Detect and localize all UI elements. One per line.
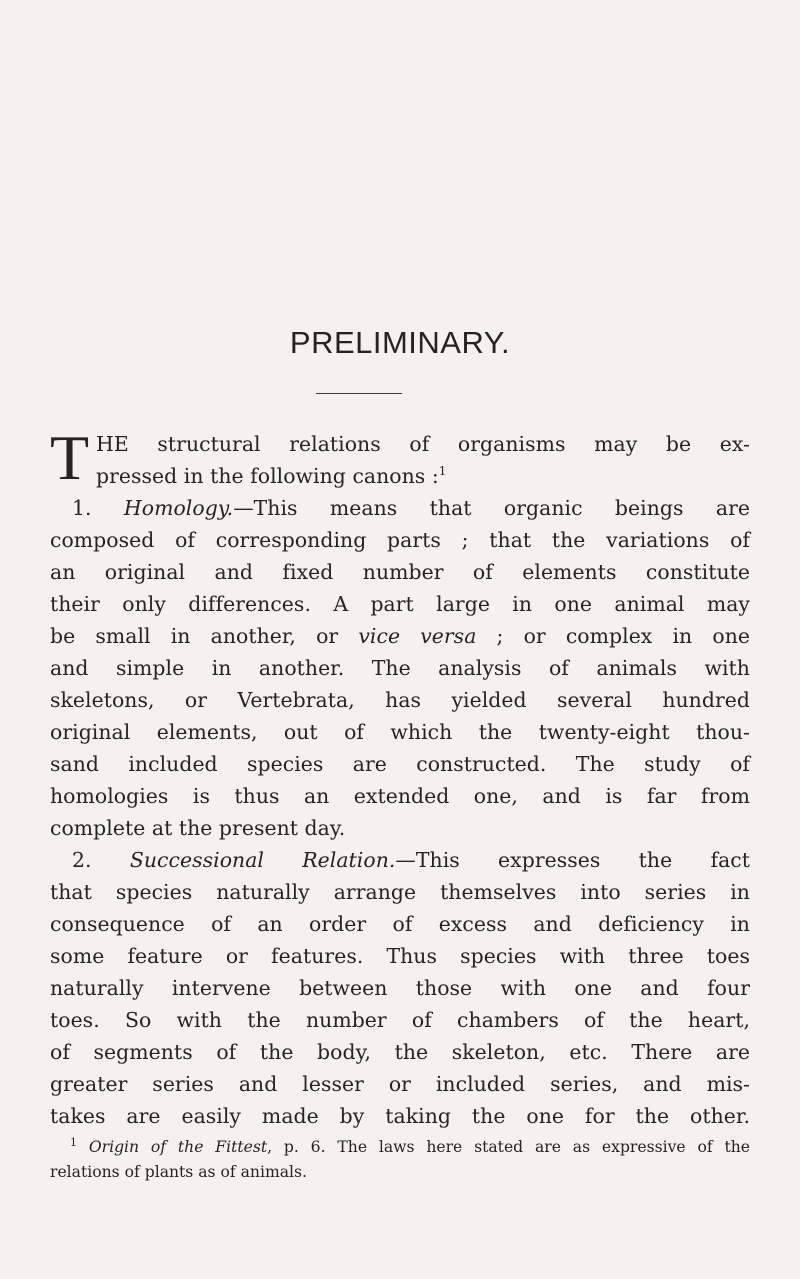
text-line: complete at the present day. [50, 816, 346, 840]
text-line: naturally intervene between those with one and four [50, 976, 750, 1000]
text-line: greater series and lesser or included series, and mis- [50, 1072, 750, 1096]
footnote-marker: 1 [438, 464, 447, 479]
text-line: some feature or features. Thus species with three toes [50, 944, 750, 968]
text-line: consequence of an order of excess and deficiency in [50, 912, 750, 936]
text-line: pressed in the following canons :$^1$ [96, 464, 447, 488]
footnote-title: Origin of the Fittest [88, 1138, 268, 1156]
text-line: that species naturally arrange themselves into series in [50, 880, 750, 904]
text-line: their only differences. A part large in one animal may [50, 592, 750, 616]
page-heading: PRELIMINARY. [289, 325, 511, 360]
footnote-line: $^1$ Origin of the Fittest, p. 6. The laws here stated are as expressive of the [70, 1135, 750, 1156]
heading-rule [316, 393, 402, 394]
body-text [50, 422, 750, 1132]
footnotes [50, 1135, 750, 1185]
text-line: composed of corresponding parts ; that the variations of [50, 528, 750, 552]
text-line: and simple in another. The analysis of animals with [50, 656, 750, 680]
text-line: be small in another, or vice versa ; or complex in one [50, 624, 750, 648]
drop-cap: T [50, 422, 90, 493]
footnote-marker: 1 [70, 1135, 77, 1149]
text-line: of segments of the body, the skeleton, etc. There are [50, 1040, 750, 1064]
text-line: original elements, out of which the twenty-eight thou- [50, 720, 750, 744]
text-line: takes are easily made by taking the one for the other. [50, 1104, 750, 1128]
section-title: Homology. [123, 496, 234, 520]
text-line: sand included species are constructed. The study of [50, 752, 750, 776]
section-homology-heading-line: 1. Homology.—This means that organic beings are [72, 496, 750, 520]
text-line: an original and fixed number of elements constitute [50, 560, 750, 584]
text-line: homologies is thus an extended one, and is far from [50, 784, 750, 808]
section-number: 2. [72, 848, 92, 872]
text-line: skeletons, or Vertebrata, has yielded several hundred [50, 688, 750, 712]
text-line: HE structural relations of organisms may be ex- [96, 432, 750, 456]
section-number: 1. [72, 496, 92, 520]
text-line: toes. So with the number of chambers of the heart, [50, 1008, 750, 1032]
emphasis: vice versa [358, 624, 477, 648]
footnote-line: relations of plants as of animals. [50, 1163, 307, 1181]
section-successional-heading-line: 2. Successional Relation.—This expresses the fact [72, 848, 750, 872]
section-title: Successional Relation. [129, 848, 396, 872]
